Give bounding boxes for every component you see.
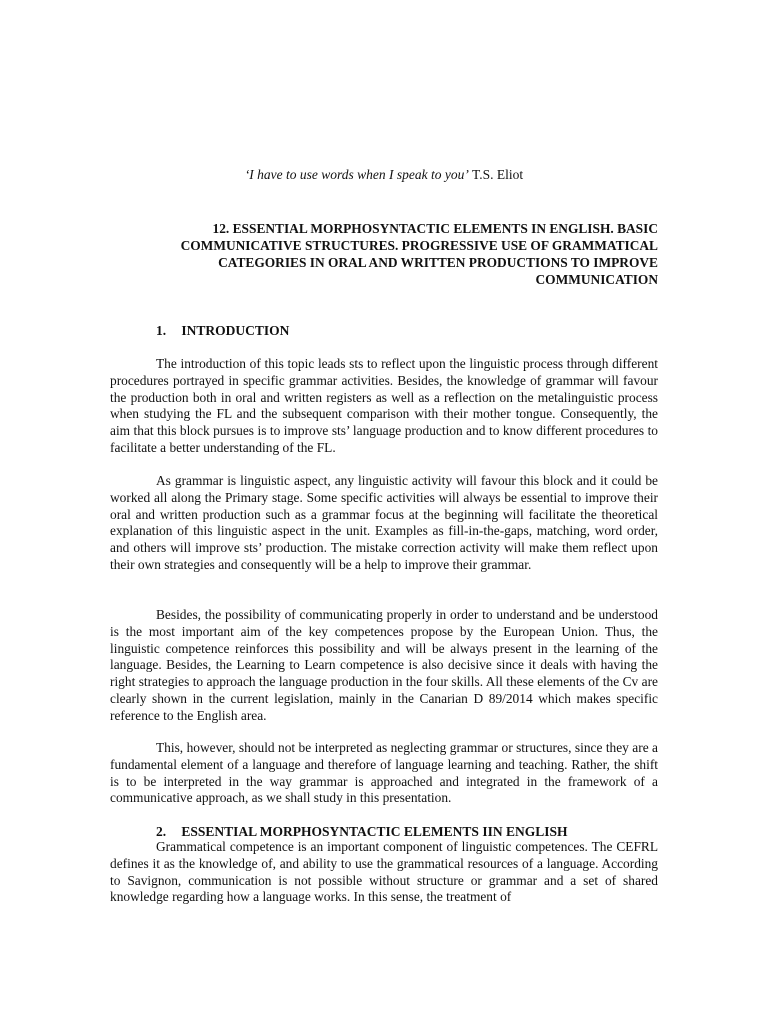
paragraph: Grammatical competence is an important component of linguistic competences. The CEFRL defines it as the knowledge of, and ability to use the grammatical resources of a language. According to Savignon, communication is not possible without structure or grammar and a set of shared knowledge regarding how a language works. In this sense, the treatment of — [110, 839, 658, 905]
epigraph-quote: ‘I have to use words when I speak to you’ — [244, 167, 469, 182]
section-number: 2. — [156, 824, 167, 839]
section-heading-introduction — [156, 322, 289, 339]
paragraph: The introduction of this topic leads sts to reflect upon the linguistic process through different procedures portrayed in specific grammar activities. Besides, the knowledge of grammar will favour the production both in oral and written registers as well as a reflection on the metalinguistic process when studying the FL and the subsequent comparison with their mother tongue. Consequently, the aim that this block pursues is to improve sts’ language production and to know different procedures to facilitate a better understanding of the FL. — [110, 356, 658, 455]
epigraph — [110, 166, 658, 183]
section-title: INTRODUCTION — [181, 323, 290, 338]
section-heading-morphosyntactic — [156, 823, 567, 840]
paragraph: As grammar is linguistic aspect, any linguistic activity will favour this block and it could be worked all along the Primary stage. Some specific activities will always be essential to improve their oral and written production such as a grammar focus at the beginning will facilitate the theoretical explanation of this linguistic aspect in the unit. Examples as fill-in-the-gaps, matching, word order, and others will improve sts’ production. The mistake correction activity will make them reflect upon their own strategies and consequently will be a help to improve their grammar. — [110, 473, 658, 572]
paragraph: This, however, should not be interpreted as neglecting grammar or structures, since they are a fundamental element of a language and therefore of language learning and teaching. Rather, the shift is to be interpreted in the way grammar is approached and integrated in the framework of a communicative approach, as we shall study in this presentation. — [110, 740, 658, 806]
epigraph-author: T.S. Eliot — [472, 167, 524, 182]
paragraph: Besides, the possibility of communicating properly in order to understand and be understood is the most important aim of the key competences propose by the European Union. Thus, the linguistic competence reinforces this possibility and will be always present in the learning of the language. Besides, the Learning to Learn competence is also decisive since it deals with having the right strategies to approach the language production in the four skills. All these elements of the Cv are clearly shown in the current legislation, mainly in the Canarian D 89/2014 which makes specific reference to the English area. — [110, 607, 658, 723]
section-title: ESSENTIAL MORPHOSYNTACTIC ELEMENTS IIN ENGLISH — [181, 824, 568, 839]
section-number: 1. — [156, 323, 167, 338]
document-title: 12. ESSENTIAL MORPHOSYNTACTIC ELEMENTS IN ENGLISH. BASIC COMMUNICATIVE STRUCTURES. PROGRESSIVE USE OF GRAMMATICAL CATEGORIES IN ORAL AND WRITTEN PRODUCTIONS TO IMPROVE COMMUNICATION — [180, 221, 658, 287]
